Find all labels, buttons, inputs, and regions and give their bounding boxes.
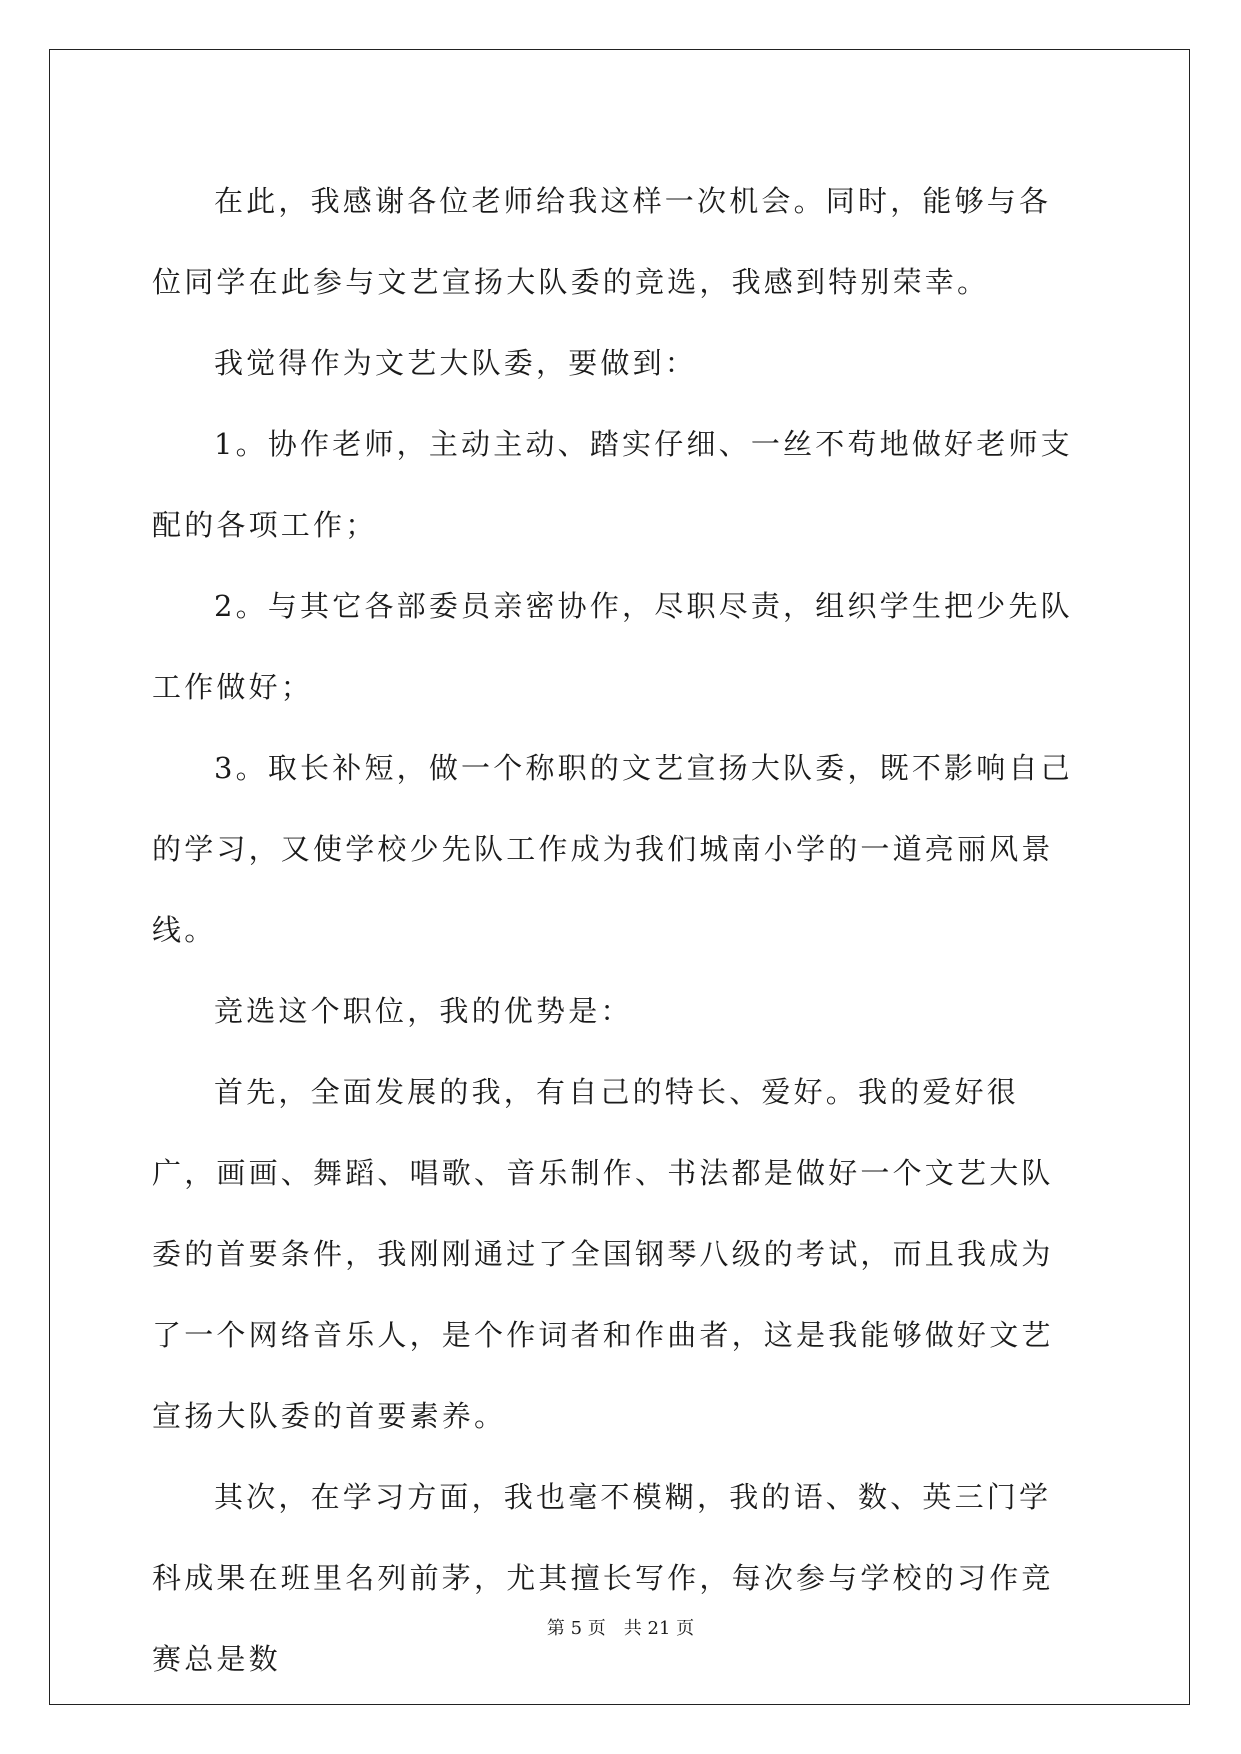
page-footer (0, 1614, 1241, 1640)
paragraph: 首先，全面发展的我，有自己的特长、爱好。我的爱好很广，画画、舞蹈、唱歌、音乐制作、书法都是做好一个文艺大队委的首要条件，我刚刚通过了全国钢琴八级的考试，而且我成为了一个网络音乐人，是个作词者和作曲者，这是我能够做好文艺宣扬大队委的首要素养。 (152, 1075, 1054, 1433)
page-total: 共 21 页 (623, 1618, 695, 1639)
document-body (152, 161, 1082, 1700)
paragraph: 2。与其它各部委员亲密协作，尽职尽责，组织学生把少先队工作做好； (152, 589, 1073, 704)
paragraph: 在此，我感谢各位老师给我这样一次机会。同时，能够与各位同学在此参与文艺宣扬大队委的竞选，我感到特别荣幸。 (152, 184, 1052, 299)
paragraph: 竞选这个职位，我的优势是： (214, 994, 633, 1028)
page-number: 第 5 页 (546, 1618, 606, 1639)
paragraph: 1。协作老师，主动主动、踏实仔细、一丝不苟地做好老师支配的各项工作； (152, 427, 1073, 542)
paragraph: 我觉得作为文艺大队委，要做到： (214, 346, 698, 380)
paragraph: 其次，在学习方面，我也毫不模糊，我的语、数、英三门学科成果在班里名列前茅，尤其擅长写作，每次参与学校的习作竞赛总是数 (152, 1480, 1054, 1676)
paragraph: 3。取长补短，做一个称职的文艺宣扬大队委，既不影响自己的学习，又使学校少先队工作成为我们城南小学的一道亮丽风景线。 (152, 751, 1073, 947)
